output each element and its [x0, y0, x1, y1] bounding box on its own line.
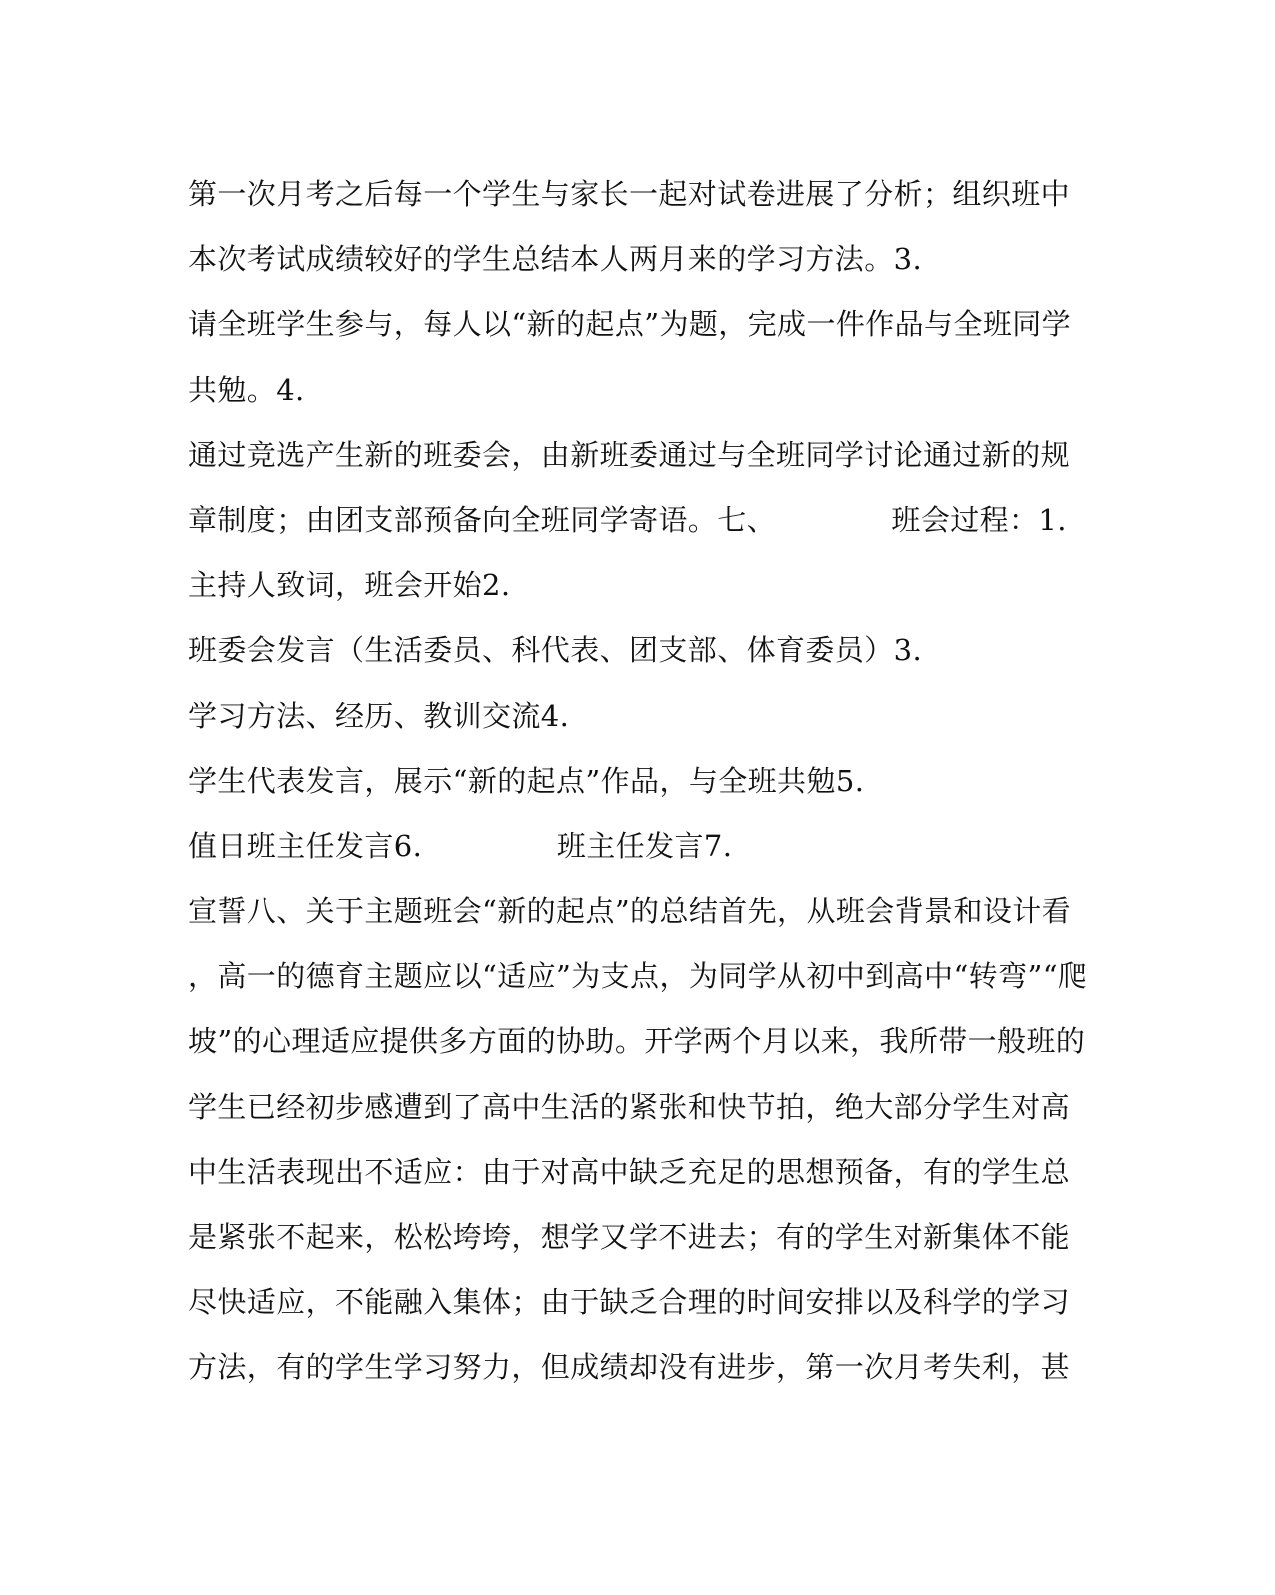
text-line: 方法，有的学生学习努力，但成绩却没有进步，第一次月考失利，甚 [188, 1350, 1071, 1385]
text-line: 主持人致词，班会开始2. [188, 568, 511, 603]
text-line: 学生已经初步感遭到了高中生活的紧张和快节拍，绝大部分学生对高 [188, 1089, 1071, 1124]
text-line: 本次考试成绩较好的学生总结本人两月来的学习方法。3. [188, 242, 923, 277]
text-line: 第一次月考之后每一个学生与家长一起对试卷进展了分析；组织班中 [188, 177, 1071, 211]
text-line: 共勉。4. [188, 372, 305, 407]
text-line: 值日班主任发言6. 班主任发言7. [188, 828, 733, 863]
body-text [188, 162, 1088, 1401]
text-line: 学生代表发言，展示“新的起点”作品，与全班共勉5. [188, 763, 865, 798]
text-line: 章制度；由团支部预备向全班同学寄语。七、 班会过程：1. [188, 502, 1067, 537]
text-line: 坡”的心理适应提供多方面的协助。开学两个月以来，我所带一般班的 [188, 1024, 1086, 1059]
text-line: 是紧张不起来，松松垮垮，想学又学不进去；有的学生对新集体不能 [188, 1220, 1071, 1254]
text-line: 中生活表现出不适应：由于对高中缺乏充足的思想预备，有的学生总 [188, 1154, 1071, 1189]
text-line: 学习方法、经历、教训交流4. [188, 698, 570, 733]
text-line: 尽快适应，不能融入集体；由于缺乏合理的时间安排以及科学的学习 [188, 1285, 1071, 1320]
text-line: 通过竞选产生新的班委会，由新班委通过与全班同学讨论通过新的规 [188, 437, 1071, 472]
text-line: 宣誓八、关于主题班会“新的起点”的总结首先，从班会背景和设计看 [188, 894, 1072, 929]
text-line: ，高一的德育主题应以“适应”为支点，为同学从初中到高中“转弯”“爬 [188, 959, 1088, 994]
text-line: 班委会发言（生活委员、科代表、团支部、体育委员）3. [188, 633, 923, 668]
text-line: 请全班学生参与，每人以“新的起点”为题，完成一件作品与全班同学 [188, 307, 1072, 342]
